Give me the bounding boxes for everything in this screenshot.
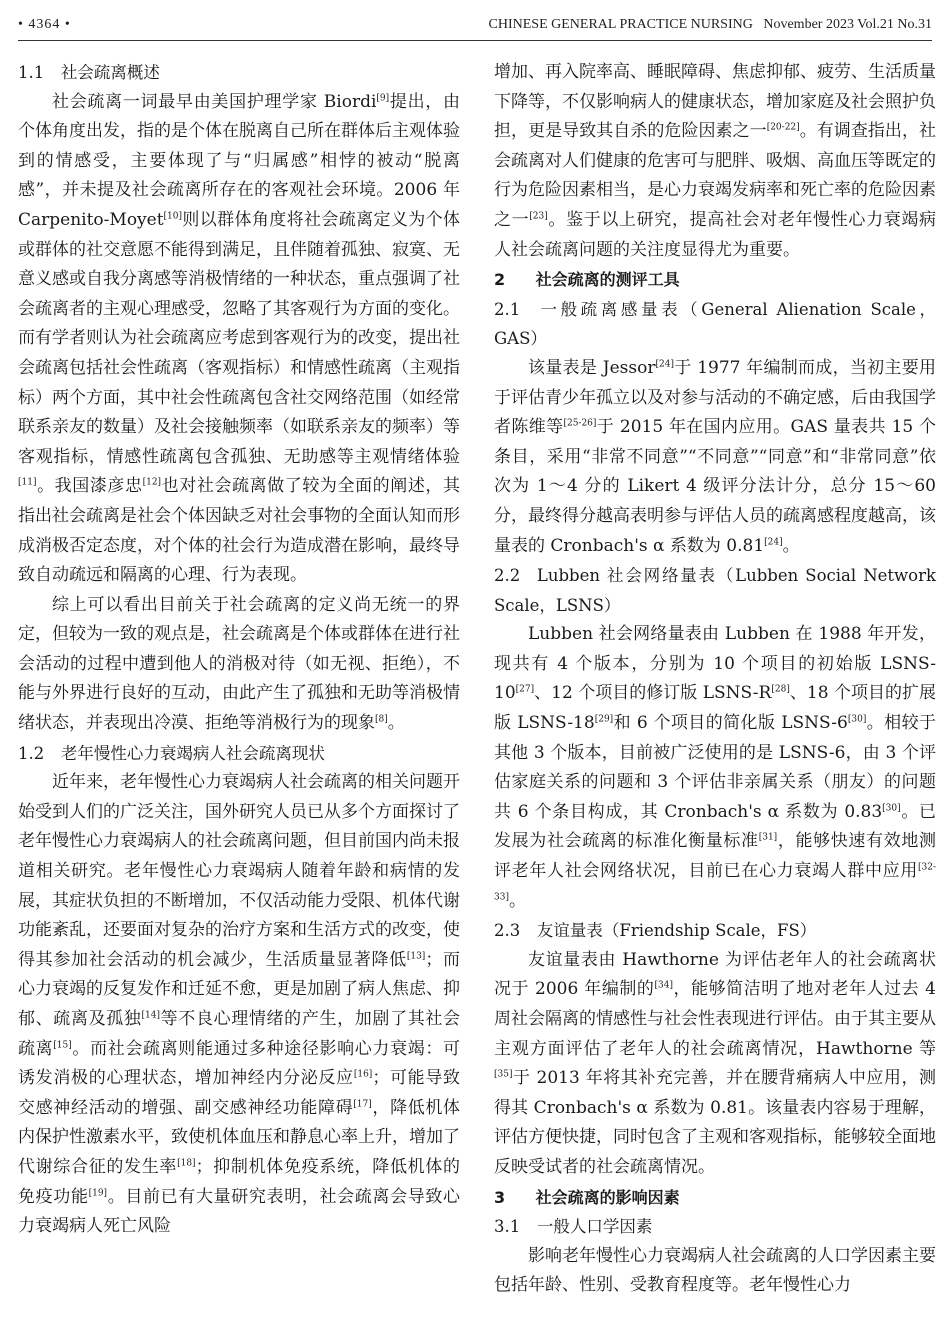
paragraph: Lubben 社会网络量表由 Lubben 在 1988 年开发，现共有 4 个版本，分别为 10 个项目的初始版 LSNS-10[27]、12 个项目的修订版 LSNS-R[28]、18 个项目的扩展版 LSNS-18[29]和 6 个项目的简化版 LSNS-6[30]。相较于其他 3 个版本，目前被广泛使用的是 LSNS-6，由 3 个评估家庭关系的问题和 3 个评估非亲属关系（朋友）的问题共 6 个条目构成，其 Cronbach's α 系数为 0.83[30]。已发展为社会疏离的标准化衡量标准[31]，能够快速有效地测评老年人社会网络状况，目前已在心力衰竭人群中应用[32-33]。 [494,624,937,911]
running-header [18,10,932,41]
paragraph: 社会疏离一词最早由美国护理学家 Biordi[9]提出，由个体角度出发，指的是个体在脱离自己所在群体后主观体验到的情感受，主要体现了与“归属感”相悖的被动“脱离感”，并未提及社会疏离所存在的客观社会环境。2006 年 Carpenito-Moyet[10]则以群体角度将社会疏离定义为个体或群体的社交意愿不能得到满足，且伴随着孤独、寂寞、无意义感或自我分离感等消极情绪的一种状态，重点强调了社会疏离者的主观心理感受，忽略了其客观行为方面的变化。而有学者则认为社会疏离应考虑到客观行为的改变，提出社会疏离包括社会性疏离（客观指标）和情感性疏离（主观指标）两个方面，其中社会性疏离包含社交网络范围（如经常联系亲友的数量）及社会接触频率（如联系亲友的频率）等客观指标，情感性疏离包含孤独、无助感等主观情绪体验[11]。我国漆彦忠[12]也对社会疏离做了较为全面的阐述，其指出社会疏离是社会个体因缺乏对社会事物的全面认知而形成消极否定态度，对个体的社会行为造成潜在影响，最终导致自动疏远和隔离的心理、行为表现。 [18,91,461,586]
paragraph: 该量表是 Jessor[24]于 1977 年编制而成，当初主要用于评估青少年孤立以及对参与活动的不确定感，后由我国学者陈维等[25-26]于 2015 年在国内应用。GAS 量表共 15 个条目，采用“非常不同意”“不同意”“同意”和“非常同意”依次为 1～4 分的 Likert 4 级评分法计分，总分 15～60 分，最终得分越高表明参与评估人员的疏离感程度越高，该量表的 Cronbach's α 系数为 0.81[24]。 [494,357,936,556]
section-3-heading: 3 社会疏离的影响因素 [494,1187,680,1207]
section-2-1-heading: 2.1 一般疏离感量表（General Alienation Scale，GAS） [494,299,936,349]
section-2-heading: 2 社会疏离的测评工具 [494,270,680,290]
section-1-1-heading: 1.1 社会疏离概述 [18,63,160,82]
section-1-2-heading: 1.2 老年慢性心力衰竭病人社会疏离现状 [18,743,325,763]
right-column [494,58,936,1301]
journal-info: CHINESE GENERAL PRACTICE NURSING November 2023 Vol.21 No.31 [488,17,932,32]
section-2-2-heading: 2.2 Lubben 社会网络量表（Lubben Social Network Scale，LSNS） [494,566,936,615]
left-column [18,58,460,1242]
paragraph: 影响老年慢性心力衰竭病人社会疏离的人口学因素主要包括年龄、性别、受教育程度等。老年慢性心力 [494,1245,936,1296]
page-number: • 4364 • [18,17,71,32]
paragraph: 友谊量表由 Hawthorne 为评估老年人的社会疏离状况于 2006 年编制的[34]，能够简洁明了地对老年人过去 4 周社会隔离的情感性与社会性表现进行评估。由于其主要从主观方面评估了老年人的社会疏离情况，Hawthorne 等[35]于 2013 年将其补充完善，并在腰背痛病人中应用，测得其 Cronbach's α 系数为 0.81。该量表内容易于理解，评估方便快捷，同时包含了主观和客观指标，能够较全面地反映受试者的社会疏离情况。 [494,949,936,1177]
paragraph: 增加、再入院率高、睡眠障碍、焦虑抑郁、疲劳、生活质量下降等，不仅影响病人的健康状态，增加家庭及社会照护负担，更是导致其自杀的危险因素之一[20-22]。有调查指出，社会疏离对人们健康的危害可与肥胖、吸烟、高血压等既定的行为危险因素相当，是心力衰竭发病率和死亡率的危险因素之一[23]。鉴于以上研究，提高社会对老年慢性心力衰竭病人社会疏离问题的关注度显得尤为重要。 [494,62,937,260]
section-2-3-heading: 2.3 友谊量表（Friendship Scale，FS） [494,921,817,941]
section-3-1-heading: 3.1 一般人口学因素 [494,1217,653,1237]
paragraph: 近年来，老年慢性心力衰竭病人社会疏离的相关问题开始受到人们的广泛关注，国外研究人员已从多个方面探讨了老年慢性心力衰竭病人的社会疏离问题，但目前国内尚未报道相关研究。老年慢性心力衰竭病人随着年龄和病情的发展，其症状负担的不断增加，不仅活动能力受限、机体代谢功能紊乱，还要面对复杂的治疗方案和生活方式的改变，使得其参加社会活动的机会减少，生活质量显著降低[13]；而心力衰竭的反复发作和迁延不愈，更是加剧了病人焦虑、抑郁、疏离及孤独[14]等不良心理情绪的产生，加剧了其社会疏离[15]。而社会疏离则能通过多种途径影响心力衰竭：可诱发消极的心理状态，增加神经内分泌反应[16]；可能导致交感神经活动的增强、副交感神经功能障碍[17]，降低机体内保护性激素水平，致使机体血压和静息心率上升，增加了代谢综合征的发生率[18]；抑制机体免疫系统，降低机体的免疫功能[19]。目前已有大量研究表明，社会疏离会导致心力衰竭病人死亡风险 [18,772,461,1237]
paragraph: 综上可以看出目前关于社会疏离的定义尚无统一的界定，但较为一致的观点是，社会疏离是个体或群体在进行社会活动的过程中遭到他人的消极对待（如无视、拒绝），不能与外界进行良好的互动，由此产生了孤独和无助等消极情绪状态，并表现出冷漠、拒绝等消极行为的现象[8]。 [18,594,460,734]
